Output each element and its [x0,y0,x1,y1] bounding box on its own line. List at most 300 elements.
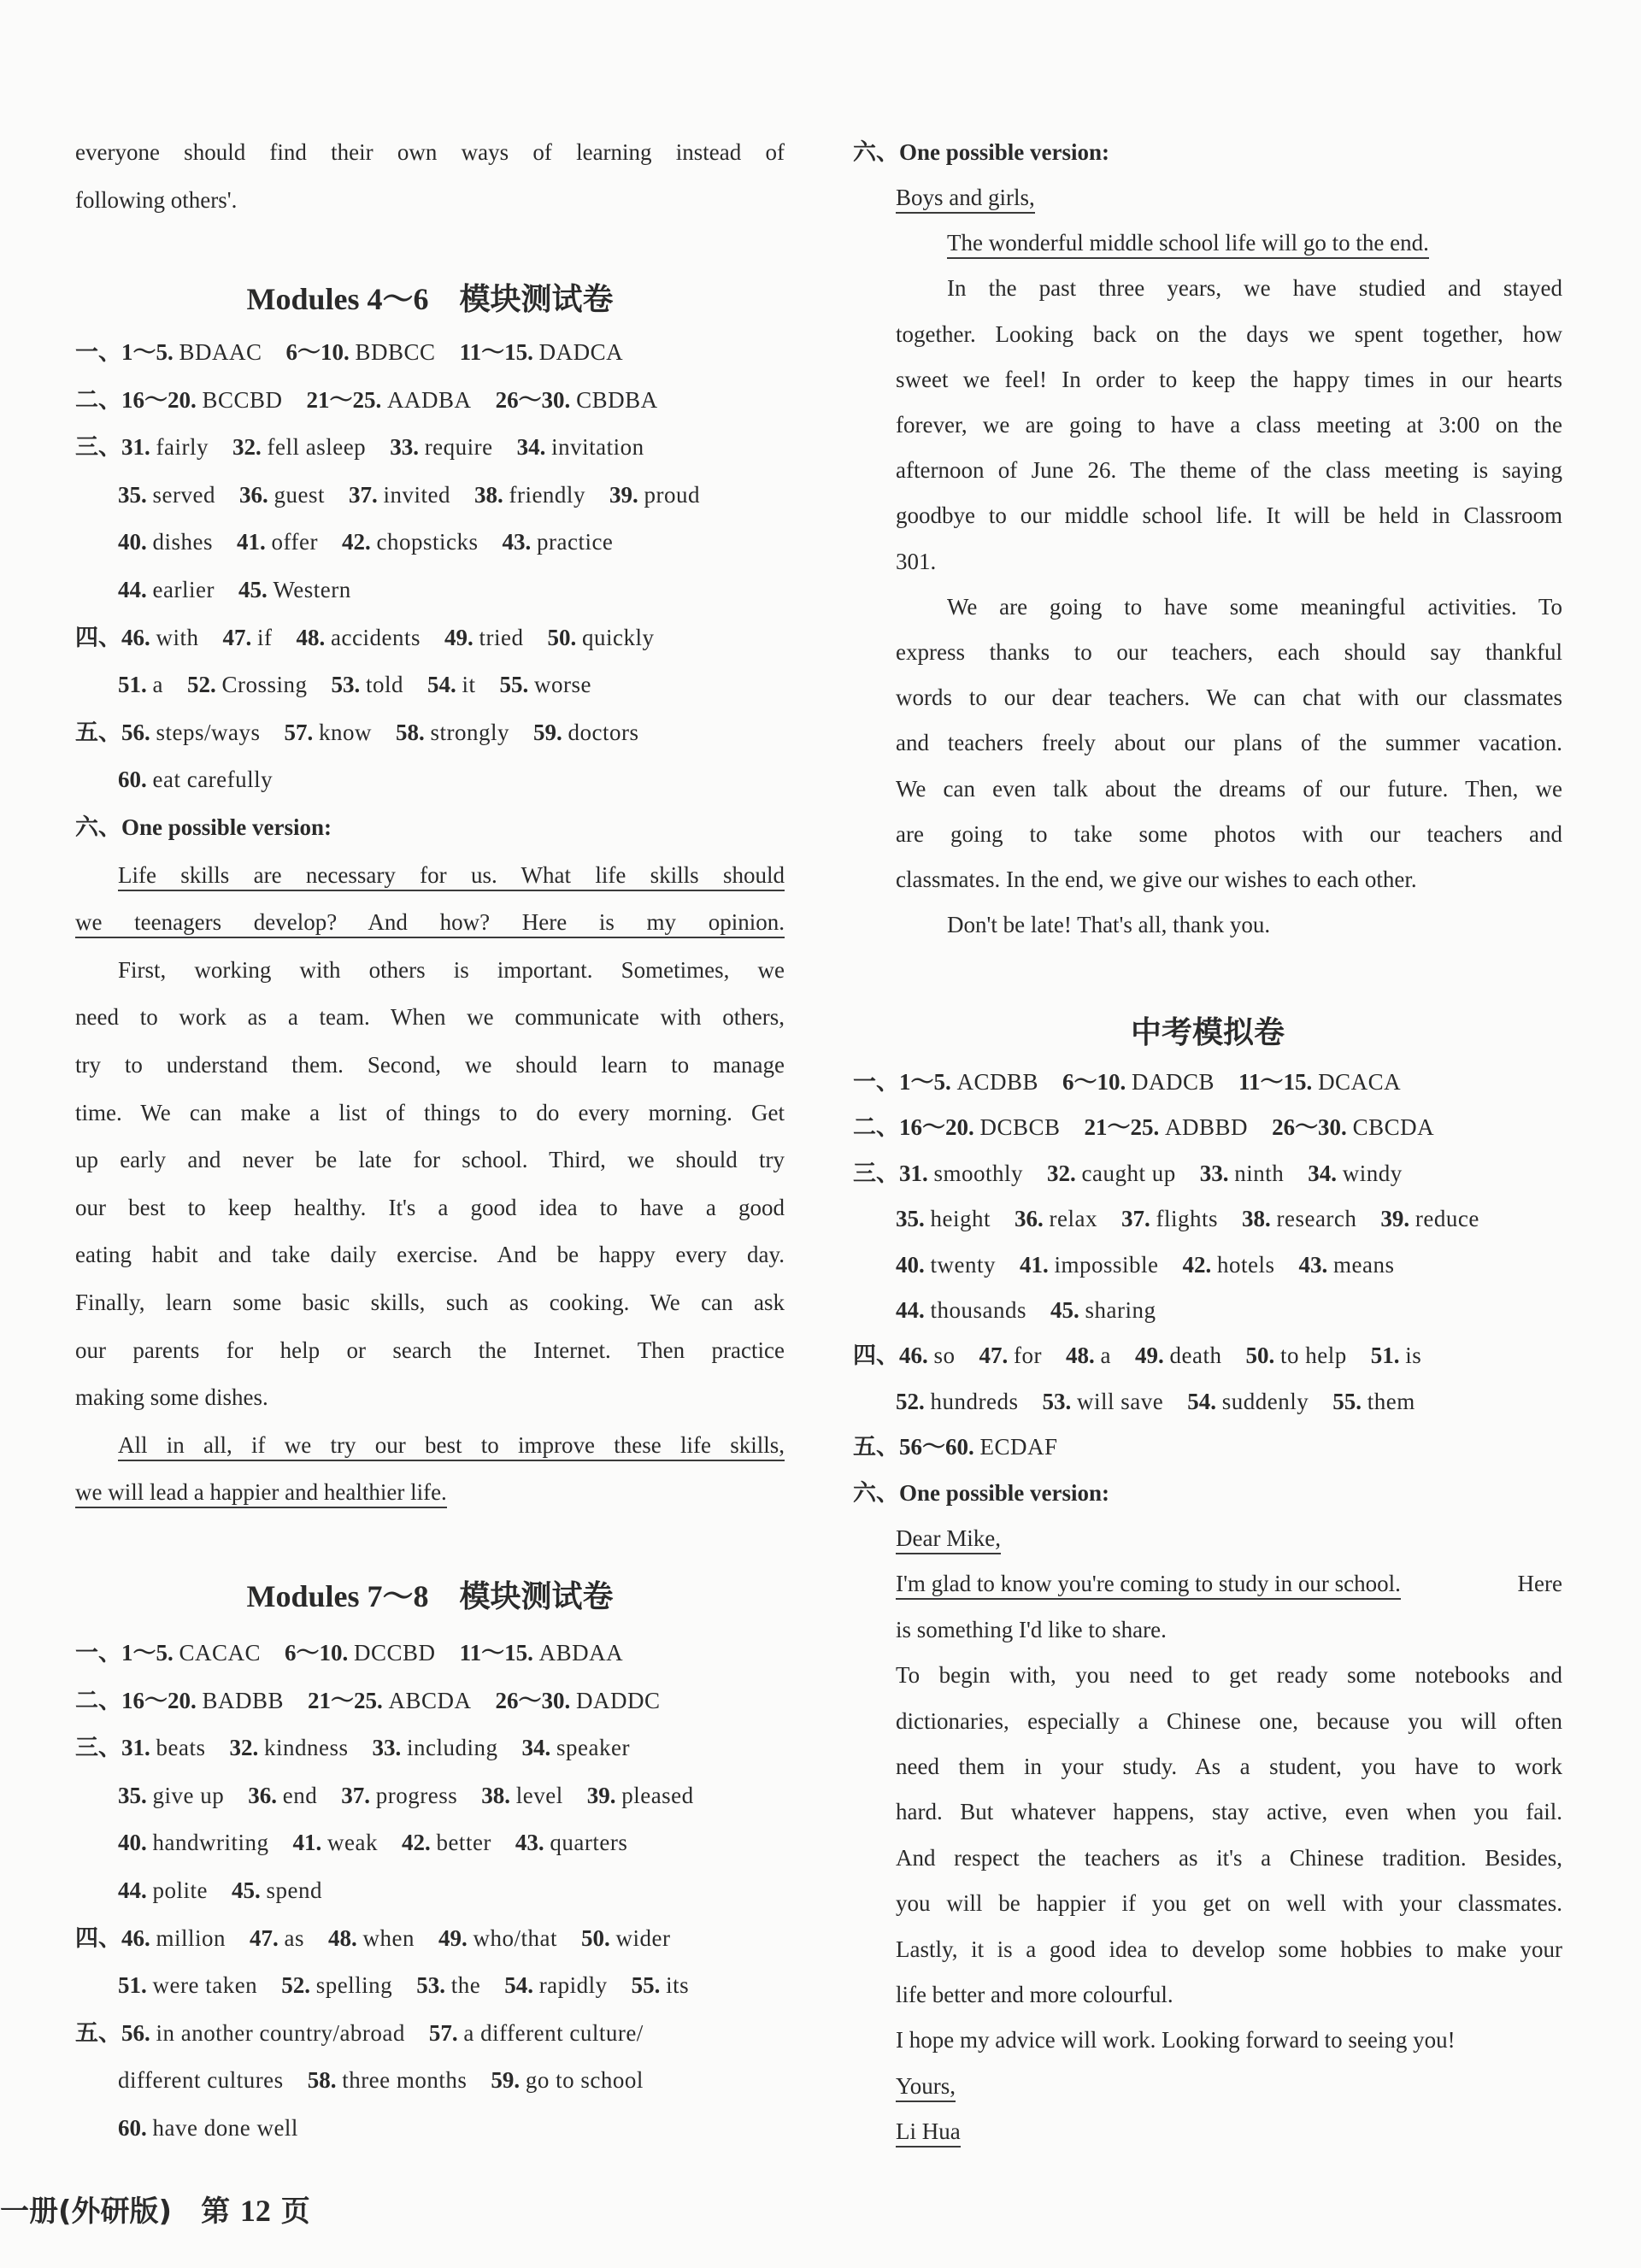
answer-item [1242,1195,1356,1243]
answer-text: million [156,1924,226,1951]
answer-item [121,1724,205,1772]
answer-number: 46. [899,1343,928,1369]
essay-line [75,1041,785,1089]
answer-number: 44. [896,1297,925,1323]
letter-text: you will be happier if you get on well with your classmates. [896,1890,1562,1917]
answer-text: smoothly [933,1160,1024,1186]
answer-text: were taken [152,1972,258,1999]
section-heading: One possible version: [121,814,332,840]
answer-text: ECDAF [979,1434,1058,1460]
answer-item [896,1241,996,1289]
section-label: 四、 [75,1924,121,1951]
answer-text: height [930,1206,991,1232]
answer-text: a [1100,1343,1111,1369]
answer-text: them [1367,1388,1415,1414]
answer-number: 45. [238,577,268,602]
answer-item [118,518,213,566]
answer-text: including [406,1735,498,1761]
answer-item [118,2104,298,2152]
answer-item [285,1629,436,1677]
answer-text: reduce [1415,1206,1479,1232]
answer-item [372,1724,497,1772]
section-label: 四、 [853,1343,899,1369]
answer-number: 51. [118,1972,147,1999]
essay-text: Life skills are necessary for us. What life skills should [118,862,785,891]
speech-text: Boys and girls, [896,185,1035,214]
answer-text: told [366,672,404,698]
answer-item [896,1286,1026,1334]
answer-number: 36. [1015,1206,1044,1232]
answer-number: 58. [307,2067,337,2094]
answer-text: offer [271,529,318,555]
answer-item [349,471,450,519]
answer-number: 33. [372,1735,402,1761]
answer-row [853,1103,1562,1151]
answer-item [121,708,261,756]
answer-text: spend [266,1877,322,1903]
answer-text: BCCBD [202,386,283,413]
letter-line [896,2107,1562,2155]
answer-row [75,1724,785,1772]
answer-text: to help [1279,1343,1347,1369]
answer-number: 46. [121,1924,150,1951]
answer-item [1380,1195,1479,1243]
answer-text: BDAAC [179,339,262,365]
speech-line [896,673,1562,721]
answer-item [1066,1331,1111,1379]
letter-line [896,1560,1562,1607]
answer-item [118,1772,224,1819]
answer-item [1062,1058,1215,1106]
essay-line [75,851,785,899]
answer-number: 6～10. [1062,1069,1126,1095]
answer-number: 50. [581,1924,610,1951]
letter-line [896,1742,1562,1790]
letter-line [896,1606,1562,1654]
section-label: 二、 [75,386,121,413]
essay-text: First, working with others is important. Sometimes, we [118,956,785,983]
answer-text: know [319,719,372,745]
answer-row [853,1286,1562,1334]
answer-number: 46. [121,624,150,650]
answer-number: 36. [248,1782,277,1808]
answer-row [75,1629,785,1677]
answer-number: 55. [499,672,529,698]
answer-number: 60. [118,2115,147,2141]
answer-text: is [1405,1343,1422,1369]
answer-text: doctors [568,719,639,745]
answer-row [853,1195,1562,1243]
answer-text: DCBCB [979,1114,1061,1141]
section-label: 四、 [75,624,121,650]
answer-number: 48. [328,1924,357,1951]
answer-number: 6～10. [285,339,350,365]
answer-number: 49. [444,624,473,650]
letter-text: life better and more colourful. [896,1982,1173,2007]
answer-text: DCACA [1318,1069,1402,1095]
section-label: 六、 [75,814,121,840]
answer-text: dishes [152,529,213,555]
answer-text: invited [383,481,450,508]
letter-text: hard. But whatever happens, stay active, even when you fail. [896,1799,1562,1825]
answer-number: 11～15. [459,1640,533,1666]
letter-text: Li Hua [896,2118,961,2148]
letter-line [896,1788,1562,1836]
answer-item [390,423,492,471]
letter-line [896,2062,1562,2110]
answer-number: 33. [390,434,419,461]
answer-row [75,1914,785,1962]
answer-number: 57. [284,719,314,745]
speech-line [896,264,1562,312]
answer-row [75,1772,785,1819]
answer-text: the [450,1972,481,1999]
answer-item [285,708,373,756]
letter-line [896,1514,1562,1562]
answer-item [1135,1331,1221,1379]
answer-row [75,2104,785,2152]
answer-text: ninth [1234,1160,1285,1186]
section-label: 五、 [75,719,121,745]
answer-row [75,518,785,566]
speech-line [896,446,1562,494]
answer-item [297,614,421,661]
answer-item [438,1914,557,1962]
answer-number: 31. [121,1735,150,1761]
answer-number: 32. [1047,1160,1076,1186]
letter-text: I hope my advice will work. Looking forward to seeing you! [896,2027,1456,2054]
essay-text: try to understand them. Second, we should learn to manage [75,1052,785,1078]
answer-text: handwriting [152,1830,269,1856]
answer-number: 52. [186,672,216,698]
speech-text: In the past three years, we have studied and stayed [947,275,1562,302]
answer-text: if [257,624,273,650]
answer-text: earlier [152,577,215,602]
answer-item [444,614,523,661]
answer-text: practice [536,529,614,555]
answer-text: in another country/abroad [156,2019,405,2046]
answer-number: 40. [896,1251,925,1278]
speech-text: 301. [896,548,937,574]
speech-text: sweet we feel! In order to keep the happy times in our hearts [896,366,1562,392]
answer-text: impossible [1054,1251,1159,1278]
section-label: 五、 [75,2019,121,2046]
speech-line [896,855,1562,903]
answer-number: 1～5. [121,1640,174,1666]
answer-number: 11～15. [459,339,533,365]
answer-text: death [1169,1343,1222,1369]
essay-text: time. We can make a list of things to do every morning. Get [75,1099,785,1125]
answer-item [1308,1149,1403,1197]
essay-line [75,1326,785,1374]
speech-line [896,765,1562,813]
answer-number: 40. [118,529,147,555]
answer-number: 6～10. [285,1640,349,1666]
answer-row [75,708,785,756]
section-heading: One possible version: [899,139,1110,165]
essay-text: we teenagers develop? And how? Here is my opinion. [75,909,785,938]
essay-text: Finally, learn some basic skills, such as cooking. We can ask [75,1290,785,1315]
answer-item [396,708,509,756]
section-label: 一、 [75,339,121,365]
letter-text: Yours, [896,2073,956,2102]
letter-line [896,1651,1562,1699]
answer-number: 52. [281,1972,310,1999]
answer-item [899,1331,956,1379]
answer-text: eat carefully [152,767,274,793]
answer-text: flights [1156,1206,1218,1232]
answer-item [899,1149,1023,1197]
answer-number: 37. [1120,1206,1150,1232]
answer-item [899,1058,1038,1106]
answer-item [1299,1241,1395,1289]
answer-number: 38. [1241,1206,1271,1232]
answer-text: beats [156,1735,206,1761]
essay-line [75,1278,785,1326]
answer-item [1187,1378,1309,1425]
essay-text: our best to keep healthy. It's a good idea to have a good [75,1194,785,1220]
answer-item [118,471,215,519]
essay-line [75,1231,785,1278]
answer-text: when [362,1924,415,1951]
answer-text: pleased [621,1782,694,1808]
answer-text: ABDAA [538,1640,624,1666]
answer-item [232,1866,322,1914]
answer-number: 32. [232,434,262,461]
answer-item [118,1961,257,2009]
answer-number: 34. [521,1735,551,1761]
answer-text: as [284,1924,305,1951]
essay-text: we will lead a happier and healthier life. [75,1479,447,1508]
answer-number: 54. [427,672,456,698]
speech-text: words to our dear teachers. We can chat with our classmates [896,685,1562,711]
answer-text: a [152,672,163,698]
answer-text: it [462,672,476,698]
answer-row [853,1423,1562,1471]
answer-text: CBDBA [576,386,658,413]
section-label: 三、 [75,1735,121,1761]
answer-item [1085,1103,1249,1151]
speech-text: express thanks to our teachers, each should say thankful [896,639,1562,665]
speech-text: classmates. In the end, we give our wishes to each other. [896,867,1417,892]
footer-prefix: 一册(外研版) 第 [0,2195,231,2229]
answer-number: 56. [121,2019,150,2046]
answer-number: 53. [416,1972,445,1999]
answer-text: ADBBD [1165,1114,1249,1141]
speech-line [896,173,1562,221]
answer-text: Crossing [221,672,308,698]
answer-number: 47. [979,1343,1009,1369]
answer-number: 35. [118,1782,147,1808]
answer-text: BDBCC [355,339,436,365]
answer-text: research [1276,1206,1357,1232]
answer-row [853,1378,1562,1425]
answer-text: three months [342,2067,468,2094]
answer-item [521,1724,629,1772]
section-label: 三、 [75,434,121,461]
speech-text: Don't be late! That's all, thank you. [947,912,1271,938]
answer-item [232,423,366,471]
answer-number: 49. [438,1924,468,1951]
answer-text: DADCA [538,339,624,365]
answer-item [496,1677,661,1725]
letter-text: need them in your study. As a student, you have to work [896,1754,1562,1779]
answer-number: 16～20. [121,1687,197,1713]
answer-number: 39. [1380,1206,1410,1232]
answer-row [75,376,785,424]
answer-number: 35. [118,481,147,508]
answer-item [342,518,479,566]
answer-item [416,1961,480,2009]
answer-row [853,128,1562,176]
answer-text: accidents [331,624,421,650]
speech-line [896,583,1562,631]
answer-item [250,1914,304,1962]
answer-text: with [156,624,199,650]
answer-text: spelling [315,1972,393,1999]
answer-item [587,1772,694,1819]
answer-item [1015,1195,1097,1243]
answer-number: 16～20. [121,386,197,413]
answer-item [248,1772,317,1819]
answer-item [1371,1331,1422,1379]
answer-item [491,2056,644,2104]
answer-item [504,1961,607,2009]
essay-text: making some dishes. [75,1384,268,1411]
answer-text: strongly [430,719,510,745]
essay-text: need to work as a team. When we communicate with others, [75,1004,785,1031]
answer-text: go to school [525,2067,644,2094]
answer-text: progress [375,1782,458,1808]
answer-item [328,1914,415,1962]
answer-row [75,328,785,376]
answer-text: relax [1049,1206,1097,1232]
answer-text: tried [479,624,524,650]
answer-row [853,1241,1562,1289]
answer-number: 51. [1370,1343,1400,1369]
answer-item [308,1677,472,1725]
answer-text: require [424,434,493,461]
answer-number: 41. [237,529,266,555]
answer-text: give up [152,1782,225,1808]
answer-item [515,1819,627,1866]
answer-number: 47. [222,624,252,650]
answer-text: windy [1342,1160,1403,1186]
letter-line [896,1697,1562,1745]
answer-text: ABCDA [388,1687,472,1713]
answer-number: 39. [609,481,638,508]
answer-item [187,661,308,708]
letter-line [896,1834,1562,1882]
answer-item [118,661,163,708]
answer-text: different cultures [118,2067,284,2094]
section-label: 一、 [853,1069,899,1095]
speech-text: and teachers freely about our plans of the summer vacation. [896,730,1562,756]
answer-number: 51. [118,672,147,698]
section-label: 五、 [853,1434,899,1460]
answer-item [460,328,624,376]
answer-text: kindness [263,1735,349,1761]
answer-item [121,1629,261,1677]
essay-line [75,993,785,1041]
answer-number: 54. [504,1972,533,1999]
answer-item [500,661,591,708]
answer-text: level [515,1782,563,1808]
answer-item [229,1724,348,1772]
answer-text: worse [534,672,592,698]
answer-item [1332,1378,1415,1425]
answer-item [308,2056,468,2104]
section-title: 中考模拟卷 [1130,1015,1285,1049]
answer-number: 49. [1134,1343,1164,1369]
answer-item [1047,1149,1176,1197]
answer-text: BADBB [202,1687,285,1713]
letter-text: is something I'd like to share. [896,1616,1167,1642]
answer-item [496,376,658,424]
answer-number: 21～25. [308,1687,383,1713]
section-label: 一、 [75,1640,121,1666]
answer-row [853,1149,1562,1197]
answer-number: 33. [1199,1160,1229,1186]
answer-text: guest [274,481,325,508]
answer-text: steps/ways [156,719,261,745]
answer-row [75,1819,785,1866]
answer-item [1020,1241,1159,1289]
answer-item [899,1103,1061,1151]
answer-item [238,566,351,614]
answer-row [75,1961,785,2009]
answer-item [121,1677,284,1725]
answer-item [307,376,472,424]
essay-line [75,1136,785,1184]
answer-item [474,471,585,519]
answer-text: end [282,1782,318,1808]
answer-text: ACDBB [956,1069,1039,1095]
answer-number: 39. [586,1782,616,1808]
answer-item [460,1629,624,1677]
answer-item [979,1331,1042,1379]
essay-line [75,946,785,994]
essay-text: up early and never be late for school. Third, we should try [75,1147,785,1173]
speech-line [896,810,1562,858]
answer-text: hundreds [930,1388,1019,1414]
section-title: Modules 7～8 模块测试卷 [246,1579,614,1613]
answer-number: 50. [1245,1343,1275,1369]
answer-item [581,1914,670,1962]
answer-item [517,423,644,471]
answer-text: invitation [551,434,644,461]
answer-text: quickly [581,624,655,650]
section-title: Modules 4～6 模块测试卷 [246,282,614,316]
essay-line [75,1468,785,1516]
answer-item [118,1819,268,1866]
letter-text: Here [1517,1571,1562,1597]
answer-row [853,1469,1562,1517]
intro-line: following others'. [75,187,238,213]
answer-item [429,2009,644,2057]
answer-item [632,1961,690,2009]
answer-text: fell asleep [267,434,367,461]
essay-line [75,1184,785,1231]
answer-number: 60. [118,767,147,793]
speech-line [896,719,1562,767]
answer-item [609,471,700,519]
speech-text: forever, we are going to have a class meeting at 3:00 on the [896,412,1562,438]
answer-text: will save [1076,1388,1164,1414]
answer-item [1200,1149,1285,1197]
page-footer [0,2188,310,2230]
answer-item [121,423,209,471]
